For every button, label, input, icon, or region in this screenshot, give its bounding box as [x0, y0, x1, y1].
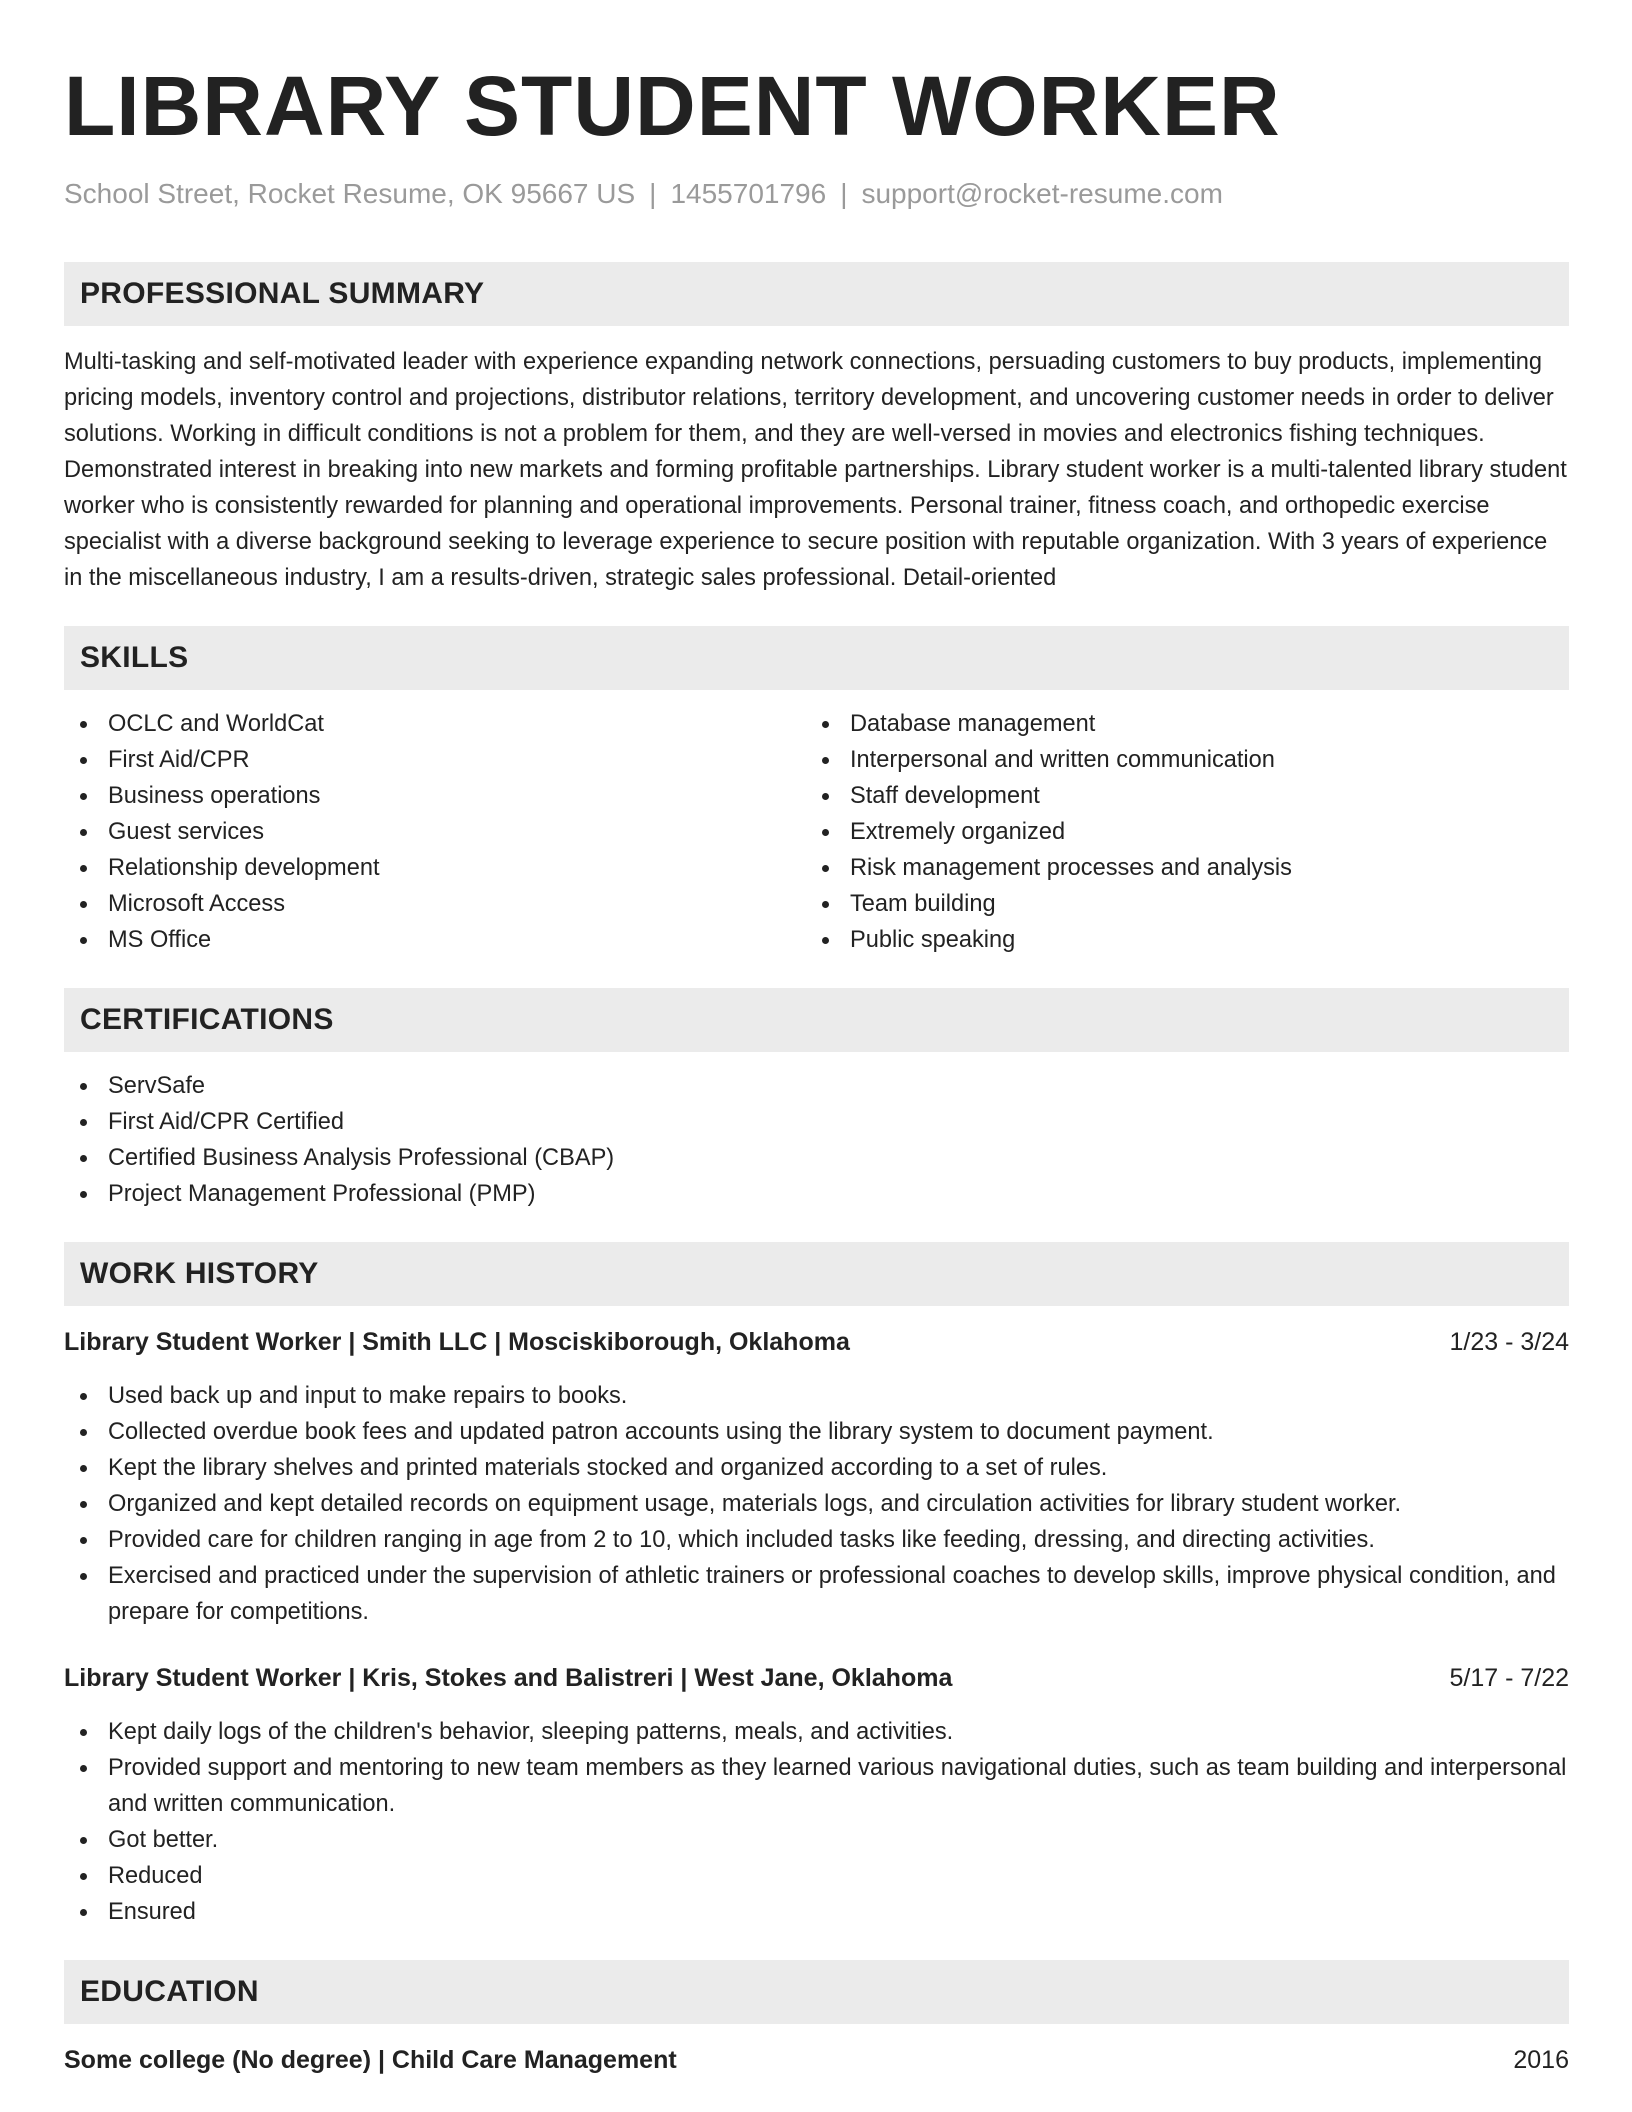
work-history-heading: WORK HISTORY	[64, 1242, 1569, 1306]
skill-item: First Aid/CPR	[64, 742, 806, 778]
job-bullet: Got better.	[64, 1822, 1569, 1858]
job-bullet: Used back up and input to make repairs to books.	[64, 1378, 1569, 1414]
skill-item: Staff development	[806, 778, 1548, 814]
job-bullet: Ensured	[64, 1894, 1569, 1930]
job-bullet: Reduced	[64, 1858, 1569, 1894]
skills-heading: SKILLS	[64, 626, 1569, 690]
job-title: Library Student Worker | Smith LLC | Mosciskiborough, Oklahoma	[64, 1328, 850, 1356]
skill-item: OCLC and WorldCat	[64, 706, 806, 742]
job-header	[64, 1660, 1569, 1696]
skill-item: MS Office	[64, 922, 806, 958]
skill-item: Extremely organized	[806, 814, 1548, 850]
contact-separator: |	[840, 178, 848, 209]
skills-list-right	[806, 706, 1548, 958]
certifications-heading: CERTIFICATIONS	[64, 988, 1569, 1052]
skill-item: Risk management processes and analysis	[806, 850, 1548, 886]
skill-item: Relationship development	[64, 850, 806, 886]
education-year: 2016	[1513, 2046, 1569, 2074]
job-bullet: Collected overdue book fees and updated patron accounts using the library system to document payment.	[64, 1414, 1569, 1450]
job-bullet: Exercised and practiced under the supervision of athletic trainers or professional coaches to develop skills, improve physical condition, and prepare for competitions.	[64, 1558, 1569, 1630]
job-bullets	[64, 1714, 1569, 1930]
education-entry	[64, 2042, 1569, 2078]
contact-address: School Street, Rocket Resume, OK 95667 US	[64, 178, 636, 209]
job-dates: 1/23 - 3/24	[1449, 1328, 1569, 1356]
skill-item: Team building	[806, 886, 1548, 922]
job-bullet: Organized and kept detailed records on equipment usage, materials logs, and circulation activities for library student worker.	[64, 1486, 1569, 1522]
certification-item: Certified Business Analysis Professional (CBAP)	[64, 1140, 1569, 1176]
skill-item: Microsoft Access	[64, 886, 806, 922]
summary-heading: PROFESSIONAL SUMMARY	[64, 262, 1569, 326]
job-dates: 5/17 - 7/22	[1449, 1664, 1569, 1692]
job-bullet: Provided support and mentoring to new team members as they learned various navigational duties, such as team building and interpersonal and written communication.	[64, 1750, 1569, 1822]
contact-email: support@rocket-resume.com	[861, 178, 1223, 209]
contact-separator: |	[649, 178, 657, 209]
job-bullet: Kept the library shelves and printed materials stocked and organized according to a set of rules.	[64, 1450, 1569, 1486]
certification-item: Project Management Professional (PMP)	[64, 1176, 1569, 1212]
skill-item: Business operations	[64, 778, 806, 814]
job-title: Library Student Worker | Kris, Stokes and Balistreri | West Jane, Oklahoma	[64, 1664, 953, 1692]
education-heading: EDUCATION	[64, 1960, 1569, 2024]
skills-list-left	[64, 706, 806, 958]
certifications-list	[64, 1068, 1569, 1212]
contact-phone: 1455701796	[670, 178, 827, 209]
job-bullet: Kept daily logs of the children's behavior, sleeping patterns, meals, and activities.	[64, 1714, 1569, 1750]
certification-item: First Aid/CPR Certified	[64, 1104, 1569, 1140]
job-bullet: Provided care for children ranging in age from 2 to 10, which included tasks like feeding, dressing, and directing activities.	[64, 1522, 1569, 1558]
education-title: Some college (No degree) | Child Care Management	[64, 2046, 677, 2074]
certification-item: ServSafe	[64, 1068, 1569, 1104]
summary-text: Multi-tasking and self-motivated leader with experience expanding network connections, persuading customers to buy products, implementing pricing models, inventory control and projections, distributor relations, territory development, and uncovering customer needs in order to deliver solutions. Working in difficult conditions is not a problem for them, and they are well-versed in movies and electronics fishing techniques. Demonstrated interest in breaking into new markets and forming profitable partnerships. Library student worker is a multi-talented library student worker who is consistently rewarded for planning and operational improvements. Personal trainer, fitness coach, and orthopedic exercise specialist with a diverse background seeking to leverage experience to secure position with reputable organization. With 3 years of experience in the miscellaneous industry, I am a results-driven, strategic sales professional. Detail-oriented	[64, 349, 1567, 591]
job-bullets	[64, 1378, 1569, 1630]
skill-item: Public speaking	[806, 922, 1548, 958]
skill-item: Guest services	[64, 814, 806, 850]
skill-item: Database management	[806, 706, 1548, 742]
skills-grid	[64, 706, 1569, 958]
contact-line	[64, 176, 1569, 212]
skill-item: Interpersonal and written communication	[806, 742, 1548, 778]
candidate-name: LIBRARY STUDENT WORKER	[64, 59, 1281, 153]
job-header	[64, 1324, 1569, 1360]
